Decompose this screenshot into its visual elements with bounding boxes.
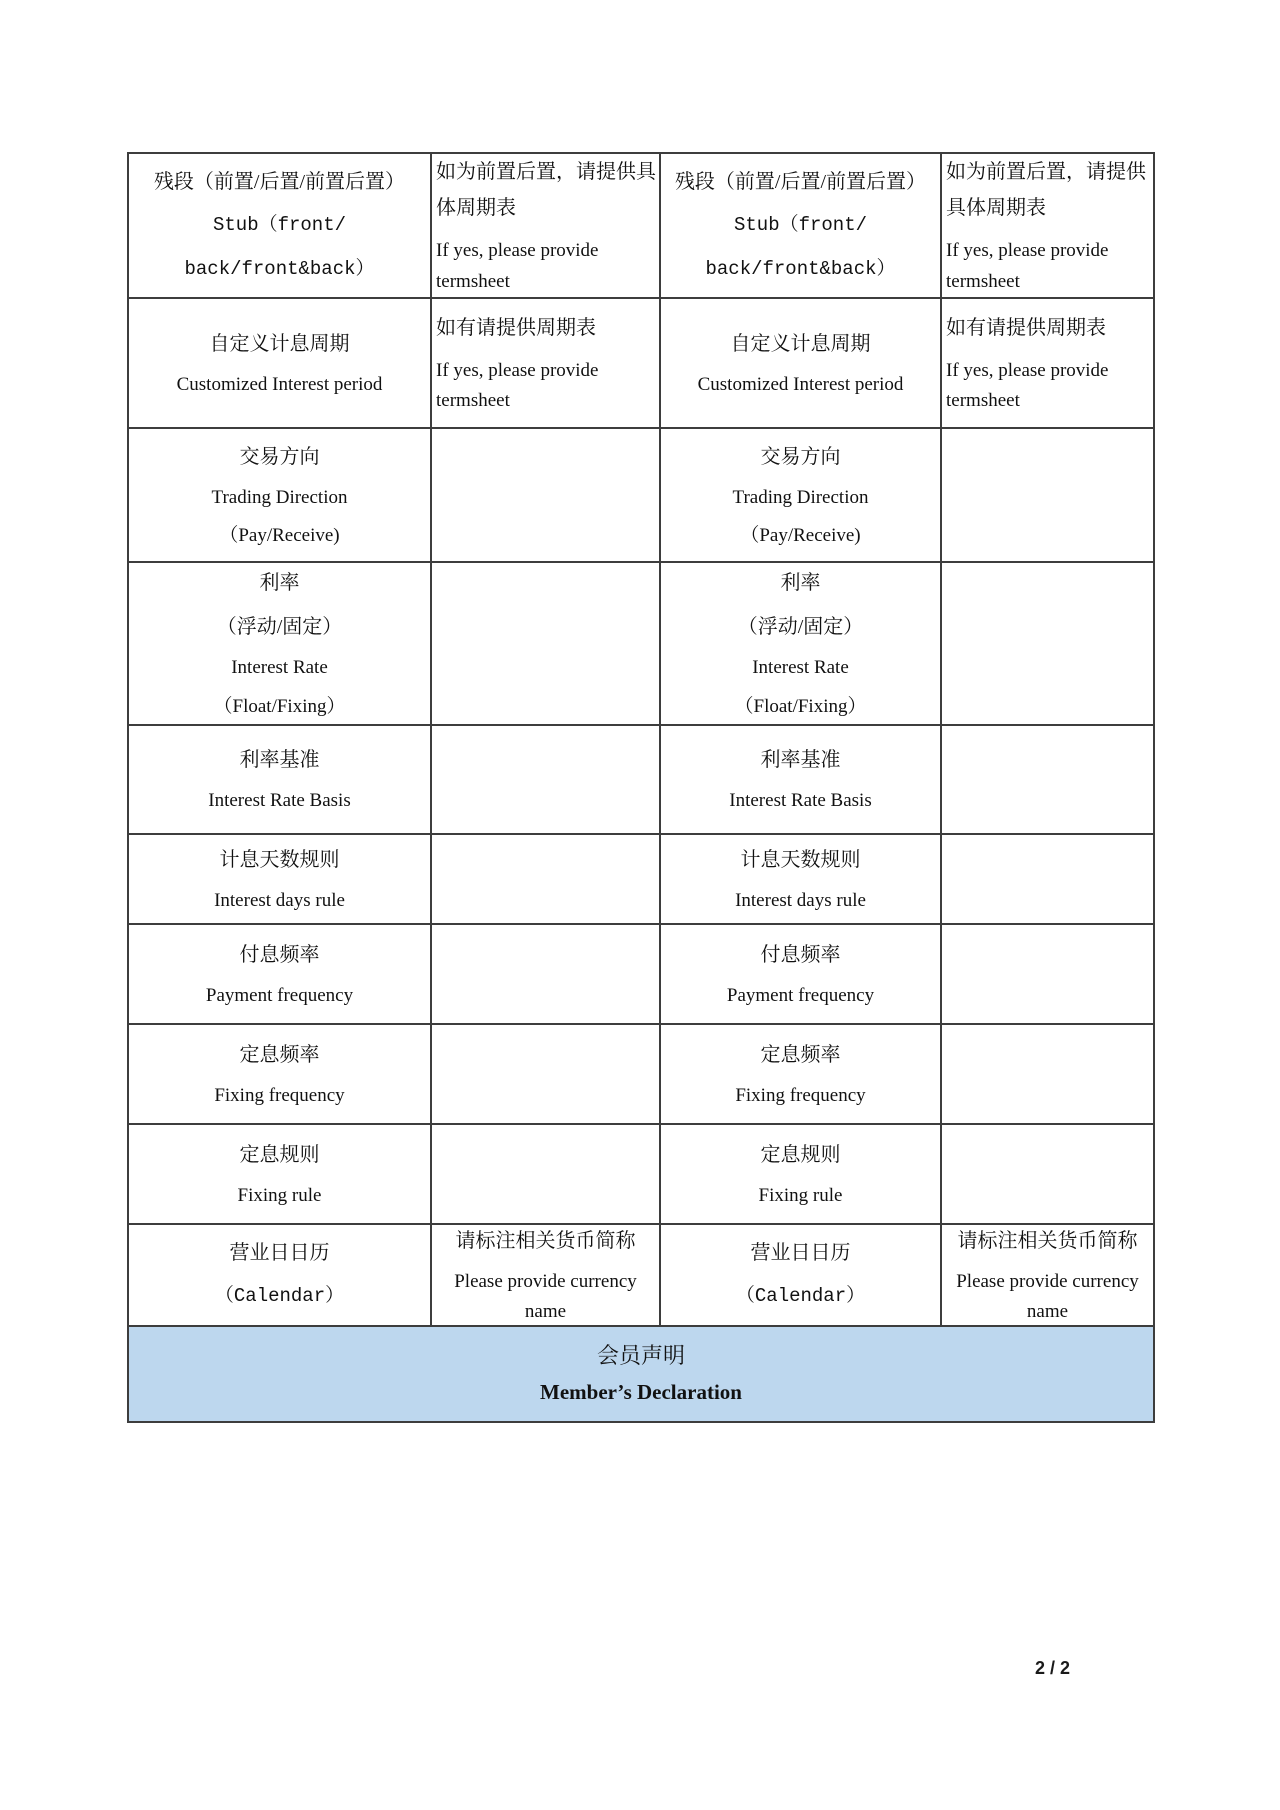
table-cell-r1c4 — [942, 154, 1153, 299]
text-line: 自定义计息周期 — [209, 332, 350, 355]
text-line: 利率 — [780, 572, 821, 595]
text-line: 计息天数规则 — [219, 848, 340, 871]
text-line: 利率基准 — [239, 749, 320, 772]
text-line: Payment frequency — [205, 984, 354, 1006]
text-line: （浮动/固定） — [216, 616, 343, 639]
table-cell-r3c1 — [129, 429, 432, 563]
text-line: Stub（front/ — [212, 214, 347, 237]
text-line: （Calendar） — [214, 1285, 345, 1308]
table-cell-r8c2 — [432, 1025, 661, 1125]
swap-details-form — [127, 152, 1155, 1423]
text-line: 如为前置后置，请提供具体周期表 — [946, 161, 1146, 220]
text-line: Interest Rate — [231, 657, 328, 679]
table-cell-r10c2 — [432, 1225, 661, 1327]
text-line: Payment frequency — [726, 984, 875, 1006]
table-cell-r8c4 — [942, 1025, 1153, 1125]
table-cell-r7c1 — [129, 925, 432, 1025]
table-cell-r1c1 — [129, 154, 432, 299]
text-line: （Float/Fixing） — [213, 695, 346, 717]
table-cell-r10c4 — [942, 1225, 1153, 1327]
text-line: Fixing frequency — [735, 1084, 866, 1106]
text-line: Interest Rate Basis — [208, 790, 351, 812]
text-line: If yes, please provide termsheet — [946, 240, 1109, 292]
table-cell-r5c4 — [942, 726, 1153, 835]
text-line: 交易方向 — [239, 445, 320, 468]
table-cell-r8c3 — [661, 1025, 942, 1125]
text-line: Customized Interest period — [176, 373, 383, 395]
text-line: 定息频率 — [760, 1043, 841, 1066]
table-cell-r5c3 — [661, 726, 942, 835]
table-cell-r2c2 — [432, 299, 661, 429]
text-line: If yes, please provide termsheet — [946, 359, 1109, 411]
text-line: If yes, please provide termsheet — [436, 359, 599, 411]
table-cell-r6c3 — [661, 835, 942, 925]
table-cell-r4c3 — [661, 563, 942, 726]
text-line: Stub（front/ — [733, 214, 868, 237]
table-cell-r3c3 — [661, 429, 942, 563]
text-line: Customized Interest period — [697, 373, 904, 395]
text-line: 如有请提供周期表 — [436, 316, 596, 339]
text-line: Please provide currency name — [956, 1270, 1139, 1322]
text-line: 请标注相关货币简称 — [957, 1229, 1138, 1252]
text-line: 利率基准 — [760, 749, 841, 772]
text-line: 付息频率 — [239, 943, 320, 966]
text-line: 自定义计息周期 — [730, 332, 871, 355]
table-cell-r7c2 — [432, 925, 661, 1025]
text-line: 交易方向 — [760, 445, 841, 468]
text-line: 营业日日历 — [229, 1242, 330, 1265]
text-line: 计息天数规则 — [740, 848, 861, 871]
text-line: （Float/Fixing） — [734, 695, 867, 717]
text-line: 如为前置后置，请提供具体周期表 — [436, 161, 656, 220]
form-table — [129, 154, 1153, 1327]
table-cell-r9c3 — [661, 1125, 942, 1225]
table-cell-r6c2 — [432, 835, 661, 925]
table-cell-r5c1 — [129, 726, 432, 835]
text-line: Fixing rule — [758, 1184, 843, 1206]
table-cell-r9c1 — [129, 1125, 432, 1225]
table-cell-r2c1 — [129, 299, 432, 429]
table-cell-r10c1 — [129, 1225, 432, 1327]
text-line: Interest Rate — [752, 657, 849, 679]
text-line: Fixing rule — [237, 1184, 322, 1206]
text-line: Please provide currency name — [454, 1270, 637, 1322]
table-cell-r7c3 — [661, 925, 942, 1025]
text-line: Fixing frequency — [214, 1084, 345, 1106]
page-number: 2 / 2 — [1035, 1658, 1071, 1678]
text-line: back/front&back） — [705, 257, 896, 280]
table-cell-r3c4 — [942, 429, 1153, 563]
text-line: 如有请提供周期表 — [946, 316, 1106, 339]
table-cell-r9c2 — [432, 1125, 661, 1225]
text-line: Interest days rule — [735, 889, 866, 911]
text-line: 营业日日历 — [750, 1242, 851, 1265]
text-line: （Pay/Receive) — [740, 525, 861, 546]
declaration-banner — [129, 1327, 1153, 1421]
text-line: 利率 — [259, 572, 300, 595]
table-cell-r4c4 — [942, 563, 1153, 726]
text-line: Interest Rate Basis — [729, 790, 872, 812]
text-line: 定息规则 — [760, 1143, 841, 1166]
text-line: 付息频率 — [760, 943, 841, 966]
text-line: 残段（前置/后置/前置后置） — [153, 171, 406, 194]
table-cell-r7c4 — [942, 925, 1153, 1025]
text-line: 定息频率 — [239, 1043, 320, 1066]
text-line: If yes, please provide termsheet — [436, 240, 599, 292]
text-line: back/front&back） — [184, 257, 375, 280]
text-line: （浮动/固定） — [737, 616, 864, 639]
text-line: 请标注相关货币简称 — [455, 1229, 636, 1252]
table-cell-r9c4 — [942, 1125, 1153, 1225]
table-cell-r4c2 — [432, 563, 661, 726]
table-cell-r3c2 — [432, 429, 661, 563]
table-cell-r10c3 — [661, 1225, 942, 1327]
text-line: （Calendar） — [735, 1285, 866, 1308]
declaration-title-zh: 会员声明 — [596, 1342, 685, 1368]
table-cell-r8c1 — [129, 1025, 432, 1125]
table-cell-r1c3 — [661, 154, 942, 299]
text-line: Interest days rule — [214, 889, 345, 911]
text-line: 残段（前置/后置/前置后置） — [674, 171, 927, 194]
text-line: Trading Direction — [732, 486, 869, 508]
table-cell-r2c3 — [661, 299, 942, 429]
text-line: （Pay/Receive) — [219, 525, 340, 546]
table-cell-r6c1 — [129, 835, 432, 925]
table-cell-r2c4 — [942, 299, 1153, 429]
table-cell-r6c4 — [942, 835, 1153, 925]
table-cell-r1c2 — [432, 154, 661, 299]
table-cell-r4c1 — [129, 563, 432, 726]
table-cell-r5c2 — [432, 726, 661, 835]
text-line: 定息规则 — [239, 1143, 320, 1166]
declaration-title-en: Member’s Declaration — [540, 1380, 742, 1405]
text-line: Trading Direction — [211, 486, 348, 508]
